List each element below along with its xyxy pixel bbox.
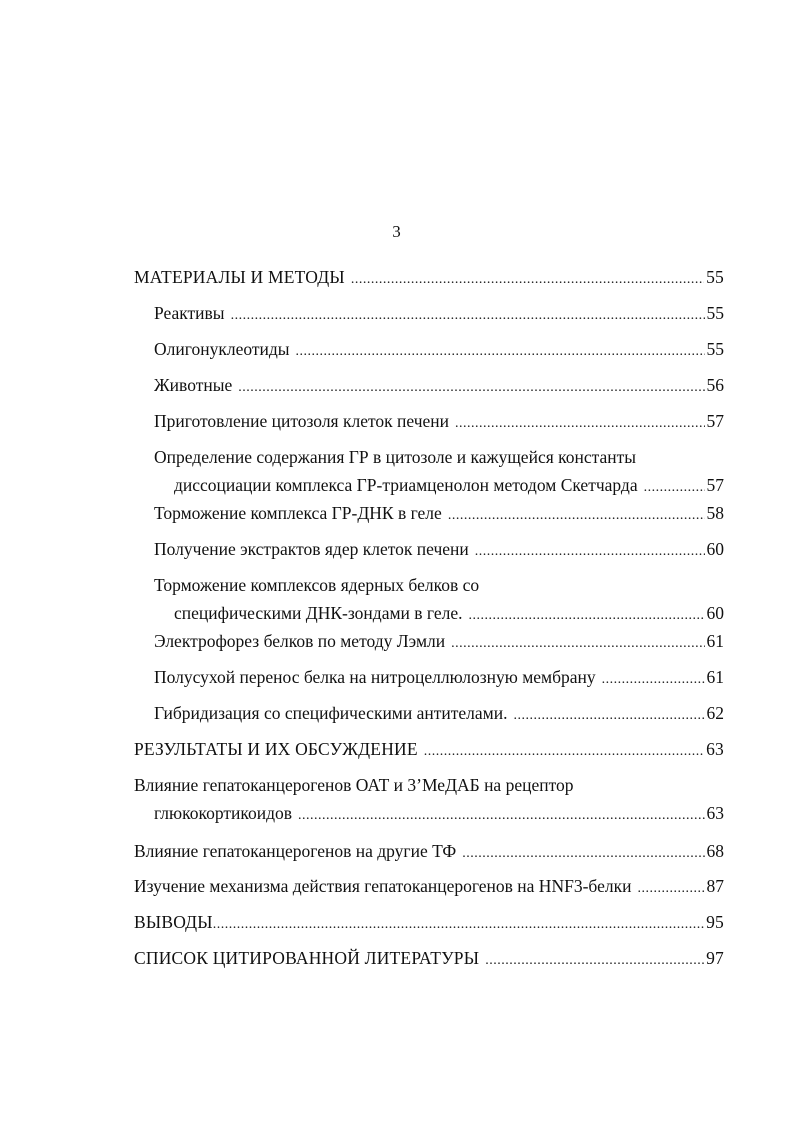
toc-entry-label: Реактивы: [154, 303, 225, 323]
toc-entry-conclusions[interactable]: [134, 911, 724, 936]
toc-entry-label: Приготовление цитозоля клеток печени: [154, 411, 450, 431]
toc-entry-animals[interactable]: [154, 374, 724, 399]
toc-entry-page: 55: [706, 339, 724, 359]
toc-entry-cytosol[interactable]: [154, 410, 724, 435]
toc-entry-page: 55: [706, 267, 724, 287]
toc-entry-materials[interactable]: [134, 266, 724, 291]
toc-entry-oligos[interactable]: [154, 338, 724, 363]
toc-entry-gr-content[interactable]: [174, 474, 724, 499]
toc-entry-reagents[interactable]: [154, 302, 724, 327]
toc-entry-page: 97: [706, 948, 724, 968]
leader-dots: [238, 377, 704, 399]
toc-entry-results[interactable]: [134, 738, 724, 763]
toc-entry-label: Олигонуклеотиды: [154, 339, 290, 359]
leader-dots: [213, 914, 704, 936]
leader-dots: [514, 705, 705, 727]
toc-entry-electrophoresis[interactable]: [154, 630, 724, 655]
toc-entry-page: 62: [706, 703, 724, 723]
toc-entry-nuclear-extracts[interactable]: [154, 538, 724, 563]
toc-entry-semidry[interactable]: [154, 666, 724, 691]
toc-entry-label: Электрофорез белков по методу Лэмли: [154, 631, 446, 651]
toc-entry-label: МАТЕРИАЛЫ И МЕТОДЫ: [134, 267, 345, 287]
toc-entry-page: 61: [706, 631, 724, 651]
toc-entry-label: специфическими ДНК-зондами в геле.: [174, 603, 463, 623]
toc-entry-gr-dna[interactable]: [154, 502, 724, 527]
leader-dots: [455, 413, 704, 435]
toc-entry-page: 68: [706, 841, 724, 861]
toc-entry-page: 63: [706, 803, 724, 823]
toc-entry-hybridization[interactable]: [154, 702, 724, 727]
toc-entry-gr-content-line1[interactable]: Определение содержания ГР в цитозоле и кажущейся константы: [154, 447, 637, 467]
leader-dots: [231, 305, 705, 327]
toc-entry-page: 63: [706, 739, 724, 759]
leader-dots: [298, 805, 704, 827]
toc-entry-influence-gr-line1[interactable]: Влияние гепатоканцерогенов ОАТ и 3’МеДАБ на рецептор: [134, 775, 574, 795]
toc-entry-label: РЕЗУЛЬТАТЫ И ИХ ОБСУЖДЕНИЕ: [134, 739, 418, 759]
toc-entry-influence-tf[interactable]: [134, 840, 724, 865]
toc-entry-label: Изучение механизма действия гепатоканцерогенов на HNF3-белки: [134, 876, 632, 896]
toc-entry-page: 60: [706, 603, 724, 623]
toc-entry-label: Животные: [154, 375, 233, 395]
toc-entry-nuclear-proteins-line1[interactable]: Торможение комплексов ядерных белков со: [154, 575, 480, 595]
toc-entry-page: 61: [706, 667, 724, 687]
toc-entry-page: 55: [706, 303, 724, 323]
toc-entry-page: 56: [706, 375, 724, 395]
toc-entry-label: СПИСОК ЦИТИРОВАННОЙ ЛИТЕРАТУРЫ: [134, 948, 480, 968]
leader-dots: [469, 605, 705, 627]
leader-dots: [602, 669, 705, 691]
toc-entry-page: 95: [706, 912, 724, 932]
leader-dots: [451, 633, 704, 655]
toc-entry-label: ВЫВОДЫ: [134, 912, 213, 932]
toc-entry-mechanism[interactable]: [134, 875, 724, 900]
toc-entry-influence-gr[interactable]: [154, 802, 724, 827]
toc-entry-label: Торможение комплекса ГР-ДНК в геле: [154, 503, 442, 523]
leader-dots: [485, 950, 704, 972]
toc-entry-nuclear-proteins[interactable]: [174, 602, 724, 627]
leader-dots: [462, 843, 704, 865]
leader-dots: [448, 505, 705, 527]
toc-entry-page: 58: [706, 503, 724, 523]
leader-dots: [637, 878, 704, 900]
toc-entry-label: глюкокортикоидов: [154, 803, 293, 823]
toc-entry-label: Гибридизация со специфическими антителами.: [154, 703, 508, 723]
toc-entry-page: 60: [706, 539, 724, 559]
leader-dots: [475, 541, 705, 563]
toc-entry-label: Влияние гепатоканцерогенов на другие ТФ: [134, 841, 457, 861]
leader-dots: [351, 269, 704, 291]
page-number: 3: [392, 222, 401, 241]
leader-dots: [644, 477, 705, 499]
toc-entry-page: 57: [706, 475, 724, 495]
toc-entry-page: 57: [706, 411, 724, 431]
toc-entry-label: диссоциации комплекса ГР-триамценолон методом Скетчарда: [174, 475, 638, 495]
toc-entry-label: Полусухой перенос белка на нитроцеллюлозную мембрану: [154, 667, 596, 687]
leader-dots: [424, 741, 704, 763]
toc-entry-references[interactable]: [134, 947, 724, 972]
toc-entry-page: 87: [706, 876, 724, 896]
toc-entry-label: Получение экстрактов ядер клеток печени: [154, 539, 469, 559]
leader-dots: [296, 341, 705, 363]
